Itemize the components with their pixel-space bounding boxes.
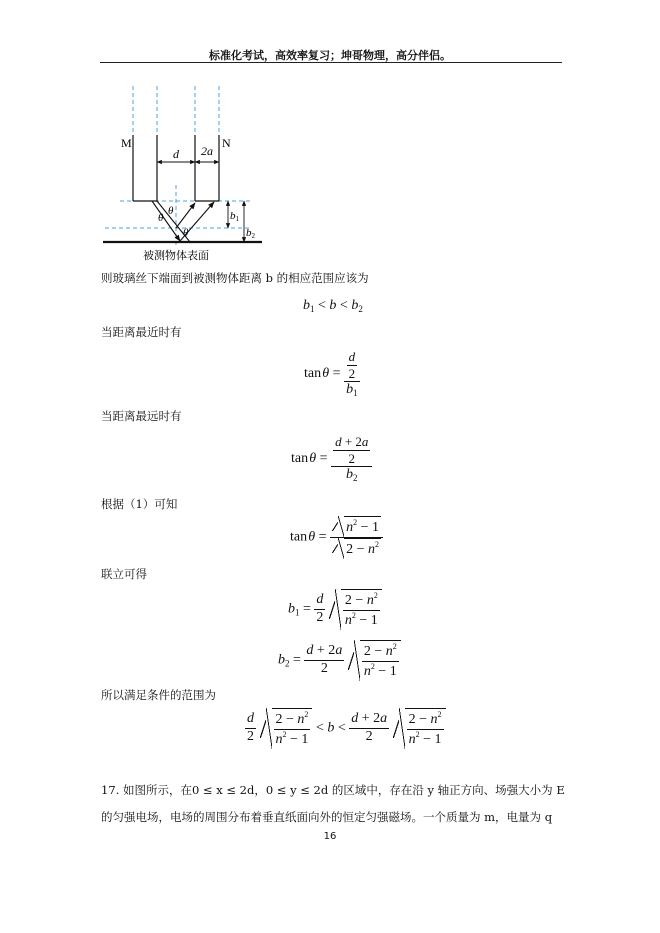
text-line-1: 则玻璃丝下端面到被测物体距离 b 的相应范围应该为	[101, 271, 369, 285]
optical-fiber-figure	[0, 0, 660, 270]
page-number: 16	[323, 831, 337, 842]
figure-caption: 被测物体表面	[143, 249, 209, 262]
text-line-2: 当距离最近时有	[101, 325, 182, 339]
label-theta-3: θ	[183, 227, 189, 239]
text-line-3: 当距离最远时有	[101, 409, 182, 423]
text-line-8: 的匀强电场，电场的周围分布着垂直纸面向外的恒定匀强磁场。一个质量为 m，电量为 q	[101, 810, 553, 824]
text-line-4: 根据（1）可知	[101, 497, 178, 511]
equation-nearest: tan θ = $\frac{\frac{d}{2}}{b_1}$	[304, 349, 358, 399]
dimension-lines	[157, 162, 244, 242]
equation-range: $b_1 < b < b_2$	[303, 298, 363, 314]
text-line-7: 17. 如图所示，在0 ≤ x ≤ 2d，0 ≤ y ≤ 2d 的区域中，存在沿 y 轴正方向、场强大小为 E	[101, 783, 565, 797]
equation-b2: $b_2$ = $\frac{d + 2a}{2}$ $\frac{2 - n^2}{n^2 - 1}$	[278, 640, 401, 681]
equation-b1: $b_1$ = $\frac{d}{2}$ $\frac{2 - n^2}{n^2 - 1}$	[288, 589, 382, 630]
label-2a: 2a	[201, 144, 213, 158]
text-line-5: 联立可得	[101, 567, 147, 581]
label-d: d	[173, 147, 179, 161]
text-line-6: 所以满足条件的范围为	[101, 688, 216, 702]
page-header: 标准化考试，高效率复习；坤哥物理，高分伴侣。	[209, 49, 451, 62]
label-b1: b1	[230, 210, 239, 223]
label-b2: b2	[246, 227, 255, 240]
label-theta-2: θ	[168, 205, 174, 217]
equation-tan-n: tan θ = $\frac{n^2 - 1}{2 - n^2}$	[290, 516, 383, 559]
equation-farthest: tan θ = $\frac{\frac{d + 2a}{2}}{b_2}$	[291, 434, 372, 484]
equation-final-range: $\frac{d}{2}$ $\frac{2 - n^2}{n^2 - 1}$ < b < $\frac{d + 2a}{2}$ $\frac{2 - n^2}{n^2 - 1}$	[245, 708, 446, 749]
label-m: M	[121, 136, 132, 150]
label-theta-1: θ	[158, 212, 164, 224]
label-n: N	[222, 136, 231, 150]
